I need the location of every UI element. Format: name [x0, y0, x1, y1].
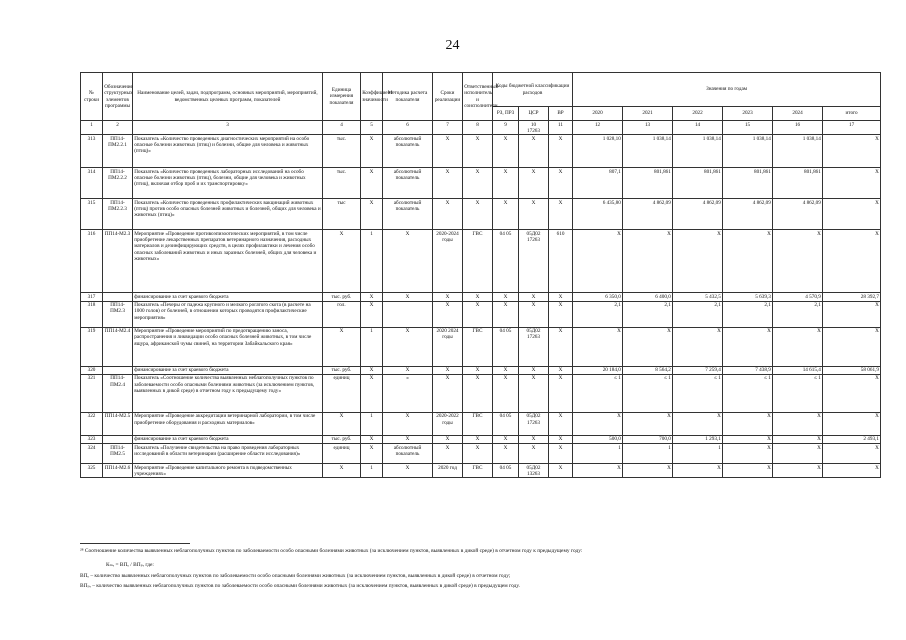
- header-rz-pr: РЗ, ПР3: [493, 107, 519, 121]
- row-number: 319: [81, 327, 103, 366]
- row-value-2021: 6 400,0: [623, 293, 673, 301]
- row-value-2021: 1 038,14: [623, 135, 673, 168]
- row-name: финансирование за счет краевого бюджета: [133, 366, 323, 374]
- row-rz-pr: X: [493, 293, 519, 301]
- row-value-2020: 500,0: [573, 435, 623, 443]
- row-code: ПП14-М2.3: [103, 230, 133, 293]
- row-unit: X: [323, 327, 361, 366]
- header-method: Методика расчета показателя: [383, 73, 433, 121]
- row-unit: единиц: [323, 374, 361, 412]
- row-executor: X: [463, 135, 493, 168]
- row-vr: X: [549, 327, 573, 366]
- row-value-2022: 1: [673, 444, 723, 464]
- column-number: 11: [549, 121, 573, 135]
- row-name: Мероприятие «Проведение противоэпизоотических мероприятий, в том числе приобретение лекарственных препаратов ветеринарного назначения, расходных материалов и дезинфицирующих средств, в целях профилактики и лечения особо опасных заболеваний животных и иных заразных болезней, общих для человека и животных»: [133, 230, 323, 293]
- row-method: X: [383, 293, 433, 301]
- row-code: ПП14-М2.5: [103, 412, 133, 435]
- row-value-2024: ≤ 1: [773, 374, 823, 412]
- row-value-2023: 7 438,9: [723, 366, 773, 374]
- row-code: ПП14-М2.6: [103, 464, 133, 478]
- row-terms: X: [433, 374, 463, 412]
- row-value-2024: 4 570,9: [773, 293, 823, 301]
- row-total: 28 392,7: [823, 293, 881, 301]
- footnote-text: ²⁸ Соотношение количества выявленных неблагополучных пунктов по заболеваемости особо опасными болезнями животных (за исключением пунктов, выявленных в дикой среде) в отчетном году к предыдущему году:: [80, 548, 583, 554]
- row-code: ПП14-ПМ2.5: [103, 444, 133, 464]
- row-terms: X: [433, 444, 463, 464]
- row-vr: X: [549, 301, 573, 327]
- row-code: ПП14-ПМ2.2.1: [103, 135, 133, 168]
- row-executor: X: [463, 199, 493, 230]
- row-value-2021: X: [623, 412, 673, 435]
- row-csr: X: [519, 168, 549, 199]
- column-number: 3: [133, 121, 323, 135]
- row-value-2024: 14 615,4: [773, 366, 823, 374]
- table-row: [81, 464, 881, 478]
- footnote-formula: Кₘᵣ = ВПₒ / ВПₚᵣ где:: [106, 562, 154, 568]
- row-executor: X: [463, 293, 493, 301]
- row-code: [103, 435, 133, 443]
- row-rz-pr: 04 05: [493, 327, 519, 366]
- row-value-2022: X: [673, 327, 723, 366]
- row-value-2021: 4 862,09: [623, 199, 673, 230]
- row-executor: ГВС: [463, 464, 493, 478]
- row-method: X: [383, 435, 433, 443]
- header-year: 2021: [623, 107, 673, 121]
- table-header: [81, 73, 881, 121]
- row-value-2024: X: [773, 230, 823, 293]
- table-row: [81, 199, 881, 230]
- program-table: [80, 72, 881, 478]
- row-vr: X: [549, 412, 573, 435]
- table-row: [81, 444, 881, 464]
- row-coefficient: X: [361, 374, 383, 412]
- row-unit: тыс: [323, 199, 361, 230]
- table-row: [81, 435, 881, 443]
- row-total: 58 061,9: [823, 366, 881, 374]
- row-code: [103, 366, 133, 374]
- row-vr: X: [549, 435, 573, 443]
- footnote-divider: [80, 543, 190, 544]
- column-number-sub: 17263: [527, 127, 540, 134]
- column-number: 4: [323, 121, 361, 135]
- row-method: X: [383, 230, 433, 293]
- row-value-2022: ≤ 1: [673, 374, 723, 412]
- row-rz-pr: X: [493, 366, 519, 374]
- row-executor: ГВС: [463, 412, 493, 435]
- row-coefficient: X: [361, 168, 383, 199]
- row-value-2024: X: [773, 412, 823, 435]
- row-total: X: [823, 444, 881, 464]
- row-rz-pr: 04 05: [493, 230, 519, 293]
- row-rz-pr: 04 05: [493, 464, 519, 478]
- row-method: [383, 301, 433, 327]
- row-value-2021: 1: [623, 444, 673, 464]
- row-value-2024: 801,861: [773, 168, 823, 199]
- row-name: Показатель «Получение свидетельства на право проведения лабораторных исследований в области ветеринарии (расширение области исследования)»: [133, 444, 323, 464]
- row-value-2023: X: [723, 412, 773, 435]
- row-method: X: [383, 366, 433, 374]
- row-value-2023: 4 862,09: [723, 199, 773, 230]
- row-value-2022: 801,861: [673, 168, 723, 199]
- row-value-2020: 20 184,0: [573, 366, 623, 374]
- row-terms: 2020-2022 годы: [433, 412, 463, 435]
- row-terms: 2020 год: [433, 464, 463, 478]
- row-total: X: [823, 168, 881, 199]
- row-rz-pr: X: [493, 168, 519, 199]
- row-csr: 05Д02 17263: [519, 412, 549, 435]
- row-value-2020: 1: [573, 444, 623, 464]
- row-value-2023: 5 639,3: [723, 293, 773, 301]
- row-value-2024: X: [773, 444, 823, 464]
- row-method: X: [383, 464, 433, 478]
- row-executor: X: [463, 168, 493, 199]
- row-value-2023: X: [723, 327, 773, 366]
- row-code: ПП14-ПМ2.2.2: [103, 168, 133, 199]
- column-number: 2: [103, 121, 133, 135]
- row-vr: X: [549, 444, 573, 464]
- column-number-value: 10: [530, 121, 537, 128]
- row-value-2021: 801,861: [623, 168, 673, 199]
- row-coefficient: X: [361, 293, 383, 301]
- header-year: 2023: [723, 107, 773, 121]
- header-designation: Обозначение структурных элементов программы: [103, 73, 133, 121]
- row-rz-pr: X: [493, 199, 519, 230]
- row-number: 320: [81, 366, 103, 374]
- row-name: Показатель «Количество проведенных профилактических вакцинаций животных (птиц) против особо опасных болезней животных и болезней, общих для человека и животных (птиц)»: [133, 199, 323, 230]
- table-row: [81, 301, 881, 327]
- row-unit: единиц: [323, 444, 361, 464]
- row-value-2024: 4 862,09: [773, 199, 823, 230]
- row-name: Показатель «Соотношение количества выявленных неблагополучных пунктов по заболеваемости особо опасными болезнями животных (за исключением пунктов, выявленных в дикой среде) в отчетном году к предыдущему году»: [133, 374, 323, 412]
- row-number: 323: [81, 435, 103, 443]
- column-number: 16: [773, 121, 823, 135]
- row-value-2024: X: [773, 464, 823, 478]
- row-name: Мероприятие «Проведение мероприятий по предотвращению заноса, распространения и ликвидации особо опасных болезней животных, в том числе ящура, африканской чумы свиней, на территории Забайкальского края»: [133, 327, 323, 366]
- row-rz-pr: X: [493, 301, 519, 327]
- row-value-2021: 8 564,2: [623, 366, 673, 374]
- row-value-2020: X: [573, 464, 623, 478]
- row-value-2020: 6 350,0: [573, 293, 623, 301]
- row-method: абсолютный показатель: [383, 199, 433, 230]
- row-coefficient: X: [361, 301, 383, 327]
- row-unit: тыс.: [323, 168, 361, 199]
- row-coefficient: X: [361, 444, 383, 464]
- table-row: [81, 135, 881, 168]
- row-rz-pr: X: [493, 435, 519, 443]
- row-total: 2 493,1: [823, 435, 881, 443]
- header-total: итого: [823, 107, 881, 121]
- row-total: X: [823, 199, 881, 230]
- table-row: [81, 168, 881, 199]
- row-value-2022: 4 862,09: [673, 199, 723, 230]
- row-value-2022: 7 259,4: [673, 366, 723, 374]
- row-method: абсолютный показатель: [383, 135, 433, 168]
- row-csr: X: [519, 366, 549, 374]
- row-value-2021: X: [623, 464, 673, 478]
- row-name: Показатель «Количество проведенных лабораторных исследований на особо опасные болезни животных (птиц), болезни, общие для человека и животных (птиц), включая отбор проб и их транспортировку»: [133, 168, 323, 199]
- row-unit: тыс.: [323, 135, 361, 168]
- row-value-2023: X: [723, 435, 773, 443]
- header-terms: Сроки реализации: [433, 73, 463, 121]
- row-method: абсолютный показатель: [383, 444, 433, 464]
- row-executor: X: [463, 374, 493, 412]
- row-value-2023: 1 038,14: [723, 135, 773, 168]
- row-value-2023: ≤ 1: [723, 374, 773, 412]
- row-number: 316: [81, 230, 103, 293]
- row-vr: X: [549, 366, 573, 374]
- row-coefficient: X: [361, 366, 383, 374]
- row-method: абсолютный показатель: [383, 168, 433, 199]
- row-number: 325: [81, 464, 103, 478]
- row-executor: ГВС: [463, 327, 493, 366]
- row-value-2020: 6 435,80: [573, 199, 623, 230]
- row-value-2023: 2,1: [723, 301, 773, 327]
- row-coefficient: 1: [361, 464, 383, 478]
- row-rz-pr: X: [493, 135, 519, 168]
- row-vr: X: [549, 293, 573, 301]
- row-code: ПП14-ПМ2.2.3: [103, 199, 133, 230]
- column-number: 7: [433, 121, 463, 135]
- table-row: [81, 366, 881, 374]
- row-value-2023: 801,861: [723, 168, 773, 199]
- row-value-2023: X: [723, 464, 773, 478]
- row-value-2020: 1 028,10: [573, 135, 623, 168]
- row-total: X: [823, 464, 881, 478]
- table-row: [81, 293, 881, 301]
- row-coefficient: 1: [361, 412, 383, 435]
- row-name: Показатель «Количество проведенных диагностических мероприятий на особо опасные болезни животных (птиц) и болезни, общие для человека и животных (птиц)»: [133, 135, 323, 168]
- row-value-2020: ≤ 1: [573, 374, 623, 412]
- row-terms: X: [433, 135, 463, 168]
- row-csr: X: [519, 435, 549, 443]
- row-csr: X: [519, 444, 549, 464]
- row-total: X: [823, 230, 881, 293]
- column-number: 5: [361, 121, 383, 135]
- footnote-definition-previous: ВПₚᵣ – количество выявленных неблагополучных пунктов по заболеваемости особо опасными болезнями животных (за исключением пунктов, выявленных в дикой среде) в предыдущем году.: [80, 583, 520, 589]
- row-value-2022: 2,1: [673, 301, 723, 327]
- header-year: 2024: [773, 107, 823, 121]
- row-rz-pr: 04 05: [493, 412, 519, 435]
- row-value-2020: X: [573, 230, 623, 293]
- row-vr: X: [549, 374, 573, 412]
- row-terms: X: [433, 293, 463, 301]
- row-csr: X: [519, 293, 549, 301]
- row-coefficient: X: [361, 199, 383, 230]
- row-terms: 2020 2024 годы: [433, 327, 463, 366]
- row-unit: X: [323, 412, 361, 435]
- column-number: 17: [823, 121, 881, 135]
- header-unit: Единица измерения показателя: [323, 73, 361, 121]
- header-vr: ВР: [549, 107, 573, 121]
- row-csr: 05Д02 17263: [519, 230, 549, 293]
- row-number: 322: [81, 412, 103, 435]
- column-number: 14: [673, 121, 723, 135]
- row-rz-pr: X: [493, 374, 519, 412]
- row-code: ПП14-ПМ2.4: [103, 374, 133, 412]
- row-unit: тыс. руб.: [323, 366, 361, 374]
- row-value-2022: 1 293,1: [673, 435, 723, 443]
- row-value-2024: X: [773, 327, 823, 366]
- row-name: Мероприятие «Проведение капитального ремонта в подведомственных учреждениях»: [133, 464, 323, 478]
- row-number: 313: [81, 135, 103, 168]
- footnote-definition-current: ВПₒ – количество выявленных неблагополучных пунктов по заболеваемости особо опасными болезнями животных (за исключением пунктов, выявленных в дикой среде) в отчетном году;: [80, 573, 511, 579]
- column-number: 1: [81, 121, 103, 135]
- table-row: [81, 327, 881, 366]
- column-number: [519, 121, 549, 135]
- table-row: [81, 230, 881, 293]
- row-coefficient: X: [361, 435, 383, 443]
- row-name: Мероприятие «Проведение аккредитации ветеринарной лаборатории, в том числе приобретение оборудования и расходных материалов»: [133, 412, 323, 435]
- row-terms: X: [433, 435, 463, 443]
- header-year: 2020: [573, 107, 623, 121]
- row-csr: 05Д02 17263: [519, 327, 549, 366]
- row-csr: X: [519, 301, 549, 327]
- row-value-2020: X: [573, 327, 623, 366]
- row-vr: X: [549, 464, 573, 478]
- row-executor: X: [463, 366, 493, 374]
- row-code: ПП14-ПМ2.3: [103, 301, 133, 327]
- row-executor: X: [463, 444, 493, 464]
- header-csr: ЦСР: [519, 107, 549, 121]
- row-value-2022: 1 038,14: [673, 135, 723, 168]
- row-total: X: [823, 135, 881, 168]
- row-code: ПП14-М2.4: [103, 327, 133, 366]
- row-value-2021: 700,0: [623, 435, 673, 443]
- row-terms: X: [433, 199, 463, 230]
- row-terms: X: [433, 366, 463, 374]
- row-unit: X: [323, 464, 361, 478]
- row-csr: X: [519, 199, 549, 230]
- column-number: 8: [463, 121, 493, 135]
- row-value-2020: X: [573, 412, 623, 435]
- table-row: [81, 374, 881, 412]
- row-value-2020: 807,1: [573, 168, 623, 199]
- page-number: 24: [445, 38, 460, 53]
- row-vr: X: [549, 135, 573, 168]
- row-value-2021: X: [623, 327, 673, 366]
- row-csr: X: [519, 135, 549, 168]
- table-body: [81, 121, 881, 478]
- row-coefficient: X: [361, 135, 383, 168]
- header-name: Наименование целей, задач, подпрограмм, основных мероприятий, мероприятий, ведомственных целевых программ, показателей: [133, 73, 323, 121]
- table-row: [81, 412, 881, 435]
- header-year: 2022: [673, 107, 723, 121]
- row-value-2022: X: [673, 230, 723, 293]
- row-number: 321: [81, 374, 103, 412]
- header-num: № строки: [81, 73, 103, 121]
- row-name: финансирование за счет краевого бюджета: [133, 293, 323, 301]
- row-value-2021: X: [623, 230, 673, 293]
- row-name: Показатель «Печеры от падежа крупного и мелкого рогатого скота (в расчете на 1000 голов) от болезней, в отношении которых проводятся профилактические мероприятия»: [133, 301, 323, 327]
- row-value-2023: X: [723, 230, 773, 293]
- row-method: X: [383, 327, 433, 366]
- row-value-2022: X: [673, 412, 723, 435]
- row-executor: ГВС: [463, 230, 493, 293]
- row-name: финансирование за счет краевого бюджета: [133, 435, 323, 443]
- row-value-2022: X: [673, 464, 723, 478]
- row-number: 314: [81, 168, 103, 199]
- row-value-2021: 2,1: [623, 301, 673, 327]
- column-numbers-row: [81, 121, 881, 135]
- row-value-2023: X: [723, 444, 773, 464]
- row-number: 318: [81, 301, 103, 327]
- row-terms: 2020-2024 годы: [433, 230, 463, 293]
- row-value-2024: X: [773, 435, 823, 443]
- column-number: 15: [723, 121, 773, 135]
- row-csr: 05Д02 13263: [519, 464, 549, 478]
- row-total: X: [823, 412, 881, 435]
- column-number: 9: [493, 121, 519, 135]
- row-executor: X: [463, 301, 493, 327]
- row-executor: X: [463, 435, 493, 443]
- row-csr: X: [519, 374, 549, 412]
- row-number: 324: [81, 444, 103, 464]
- row-vr: 610: [549, 230, 573, 293]
- column-number: 13: [623, 121, 673, 135]
- column-number: 12: [573, 121, 623, 135]
- row-unit: X: [323, 230, 361, 293]
- row-number: 317: [81, 293, 103, 301]
- row-value-2024: 1 038,14: [773, 135, 823, 168]
- row-value-2020: 2,1: [573, 301, 623, 327]
- header-coef: Коэффициент значимости: [361, 73, 383, 121]
- row-method: »: [383, 374, 433, 412]
- row-terms: X: [433, 301, 463, 327]
- row-coefficient: 1: [361, 327, 383, 366]
- row-coefficient: 1: [361, 230, 383, 293]
- header-values-by-year: Значения по годам: [573, 73, 881, 107]
- row-rz-pr: X: [493, 444, 519, 464]
- header-executor: Ответственный исполнитель и соисполнители: [463, 73, 493, 121]
- row-value-2022: 5 432,5: [673, 293, 723, 301]
- row-vr: X: [549, 168, 573, 199]
- header-budget-codes: Коды бюджетной классификации расходов: [493, 73, 573, 107]
- column-number: 6: [383, 121, 433, 135]
- row-value-2021: ≤ 1: [623, 374, 673, 412]
- row-total: X: [823, 327, 881, 366]
- row-total: X: [823, 301, 881, 327]
- row-unit: тыс. руб.: [323, 435, 361, 443]
- row-terms: X: [433, 168, 463, 199]
- row-method: X: [383, 412, 433, 435]
- row-value-2024: 2,1: [773, 301, 823, 327]
- row-vr: X: [549, 199, 573, 230]
- row-unit: тыс. руб.: [323, 293, 361, 301]
- row-code: [103, 293, 133, 301]
- row-total: X: [823, 374, 881, 412]
- row-unit: гол.: [323, 301, 361, 327]
- row-number: 315: [81, 199, 103, 230]
